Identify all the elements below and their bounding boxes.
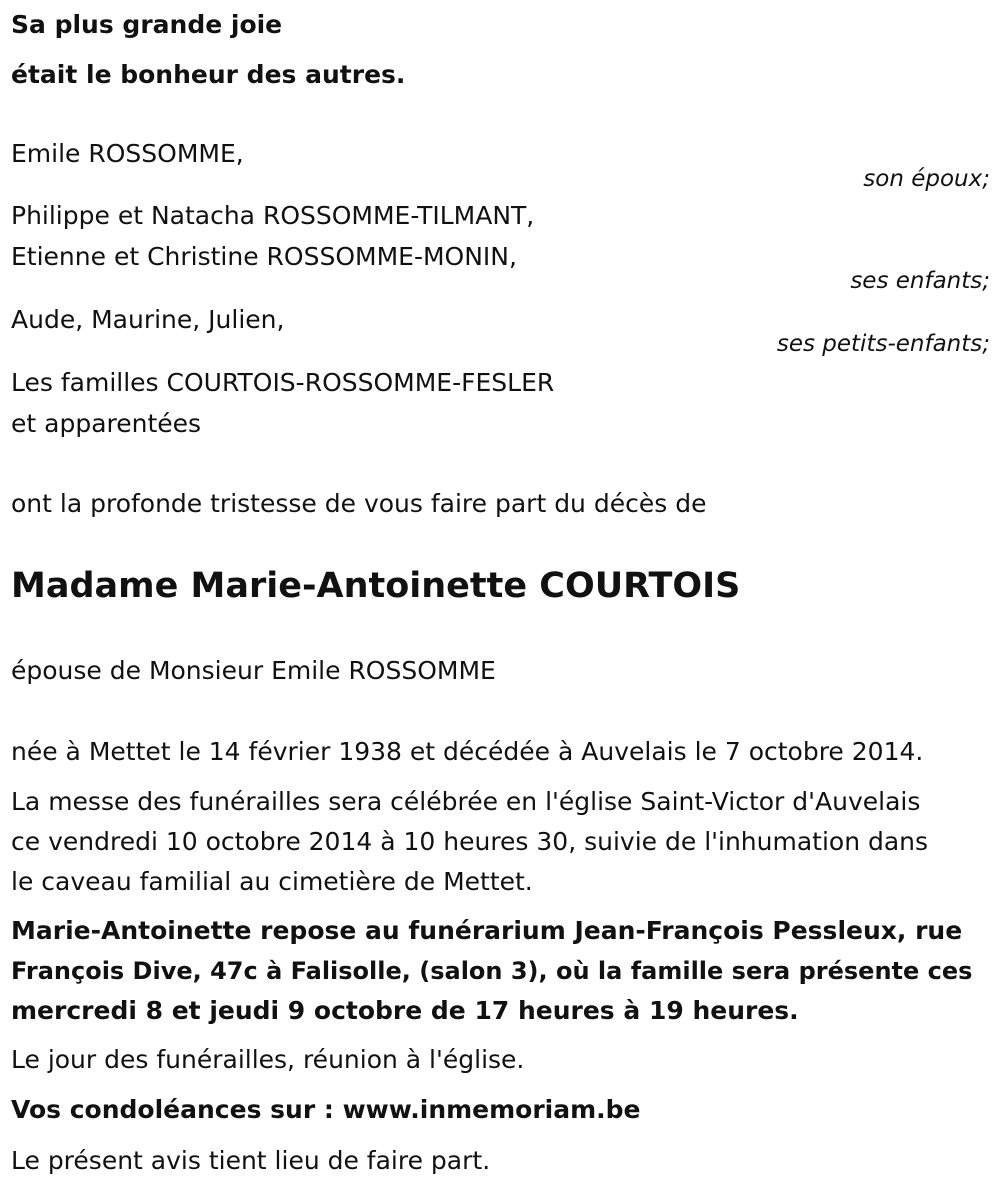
funeral-line-2: ce vendredi 10 octobre 2014 à 10 heures 30, suivie de l'inhumation dans xyxy=(11,827,929,856)
spouse-of-text: épouse de Monsieur Emile ROSSOMME xyxy=(11,656,496,685)
deceased-name: Madame Marie-Antoinette COURTOIS xyxy=(11,566,741,606)
grandchildren-role: ses petits-enfants; xyxy=(776,331,990,357)
condolences-text: Vos condoléances sur : www.inmemoriam.be xyxy=(11,1095,641,1124)
funeral-line-3: le caveau familial au cimetière de Mettet. xyxy=(11,867,533,896)
children-line-1: Philippe et Natacha ROSSOMME-TILMANT, xyxy=(11,201,535,230)
spouse-name: Emile ROSSOMME, xyxy=(11,139,244,168)
notice-text: Le présent avis tient lieu de faire part. xyxy=(11,1146,491,1175)
epigraph-line-2: était le bonheur des autres. xyxy=(11,60,406,89)
children-line-2: Etienne et Christine ROSSOMME-MONIN, xyxy=(11,242,517,271)
children-role: ses enfants; xyxy=(850,268,990,294)
meeting-text: Le jour des funérailles, réunion à l'église. xyxy=(11,1045,525,1074)
grandchildren-names: Aude, Maurine, Julien, xyxy=(11,305,285,334)
visitation-line-2: François Dive, 47c à Falisolle, (salon 3), où la famille sera présente ces xyxy=(11,957,973,985)
funeral-line-1: La messe des funérailles sera célébrée en l'église Saint-Victor d'Auvelais xyxy=(11,787,921,816)
families-line-1: Les familles COURTOIS-ROSSOMME-FESLER xyxy=(11,368,555,397)
visitation-line-1: Marie-Antoinette repose au funérarium Jean-François Pessleux, rue xyxy=(11,916,963,945)
families-line-2: et apparentées xyxy=(11,409,202,438)
spouse-role: son époux; xyxy=(863,166,990,192)
announcement-text: ont la profonde tristesse de vous faire part du décès de xyxy=(11,489,707,518)
epigraph-line-1: Sa plus grande joie xyxy=(11,10,283,39)
visitation-line-3: mercredi 8 et jeudi 9 octobre de 17 heures à 19 heures. xyxy=(11,996,799,1025)
birth-death-text: née à Mettet le 14 février 1938 et décédée à Auvelais le 7 octobre 2014. xyxy=(11,737,924,766)
